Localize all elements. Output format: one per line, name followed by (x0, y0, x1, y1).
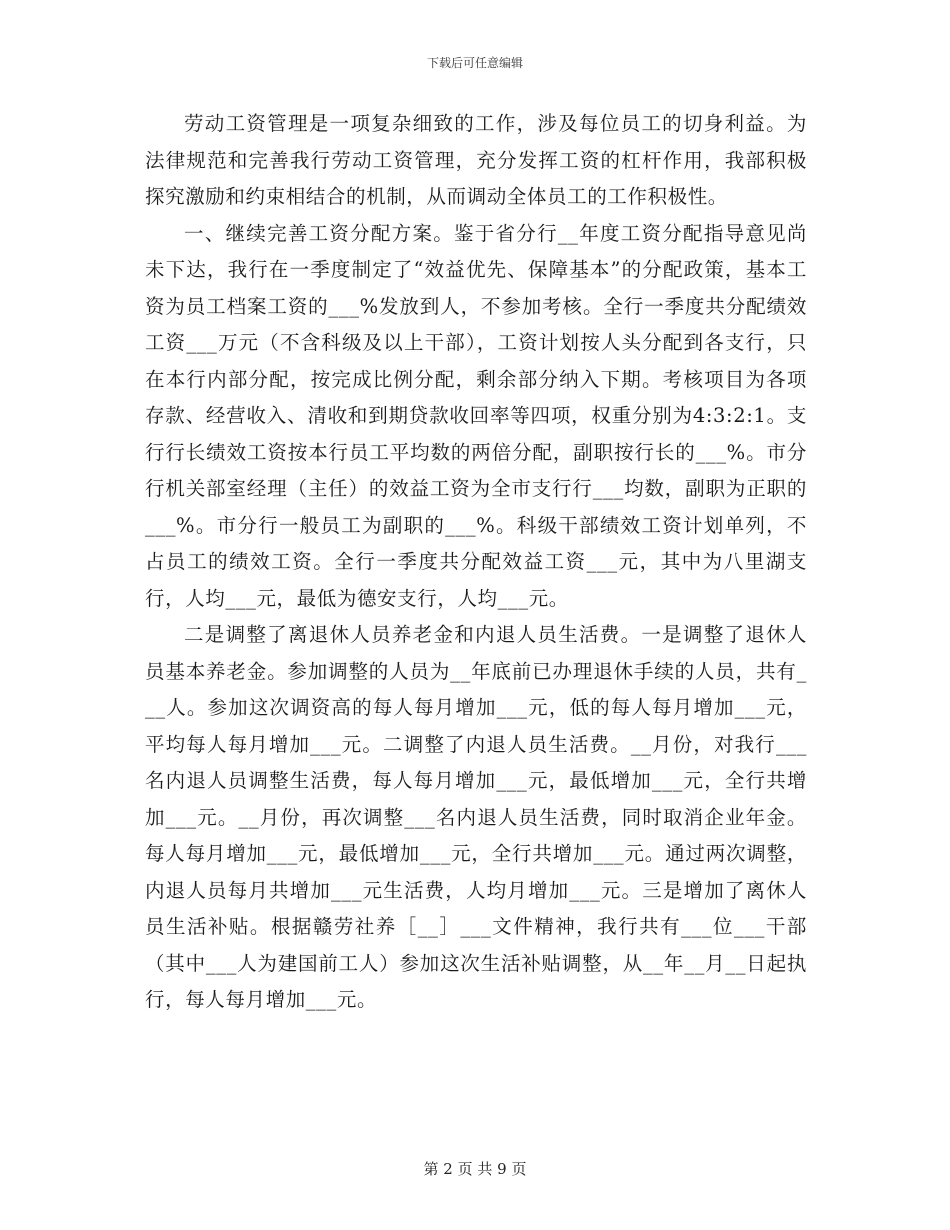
page-header: 下载后可任意编辑 (426, 56, 523, 70)
document-body (145, 106, 807, 1019)
page-footer: 第 2 页 共 9 页 (423, 1160, 527, 1178)
paragraph-retiree-adjustment: 二是调整了离退休人员养老金和内退人员生活费。一是调整了退休人员基本养老金。参加调整的人员为__年底前已办理退休手续的人员，共有___人。参加这次调资高的每人每月增加___元，低的每人每月增加___元，平均每人每月增加___元。二调整了内退人员生活费。__月份，对我行___名内退人员调整生活费，每人每月增加___元，最低增加___元，全行共增加___元。__月份，再次调整___名内退人员生活费，同时取消企业年金。每人每月增加___元，最低增加___元，全行共增加___元。通过两次调整，内退人员每月共增加___元生活费，人均月增加___元。三是增加了离休人员生活补贴。根据赣劳社养［__］___文件精神，我行共有___位___干部（其中___人为建国前工人）参加这次生活补贴调整，从__年__月__日起执行，每人每月增加___元。 (145, 623, 807, 1011)
paragraph-intro: 劳动工资管理是一项复杂细致的工作，涉及每位员工的切身利益。为法律规范和完善我行劳动工资管理，充分发挥工资的杠杆作用，我部积极探究激励和约束相结合的机制，从而调动全体员工的工作积极性。 (145, 112, 807, 208)
paragraph-salary-distribution: 一、继续完善工资分配方案。鉴于省分行__年度工资分配指导意见尚未下达，我行在一季度制定了“效益优先、保障基本”的分配政策，基本工资为员工档案工资的___%发放到人，不参加考核。全行一季度共分配绩效工资___万元（不含科级及以上干部），工资计划按人头分配到各支行，只在本行内部分配，按完成比例分配，剩余部分纳入下期。考核项目为各项存款、经营收入、清收和到期贷款收回率等四项，权重分别为4:3:2:1。支行行长绩效工资按本行员工平均数的两倍分配，副职按行长的___%。市分行机关部室经理（主任）的效益工资为全市支行行___均数，副职为正职的___%。市分行一般员工为副职的___%。科级干部绩效工资计划单列，不占员工的绩效工资。全行一季度共分配效益工资___元，其中为八里湖支行，人均___元，最低为德安支行，人均___元。 (145, 221, 807, 610)
